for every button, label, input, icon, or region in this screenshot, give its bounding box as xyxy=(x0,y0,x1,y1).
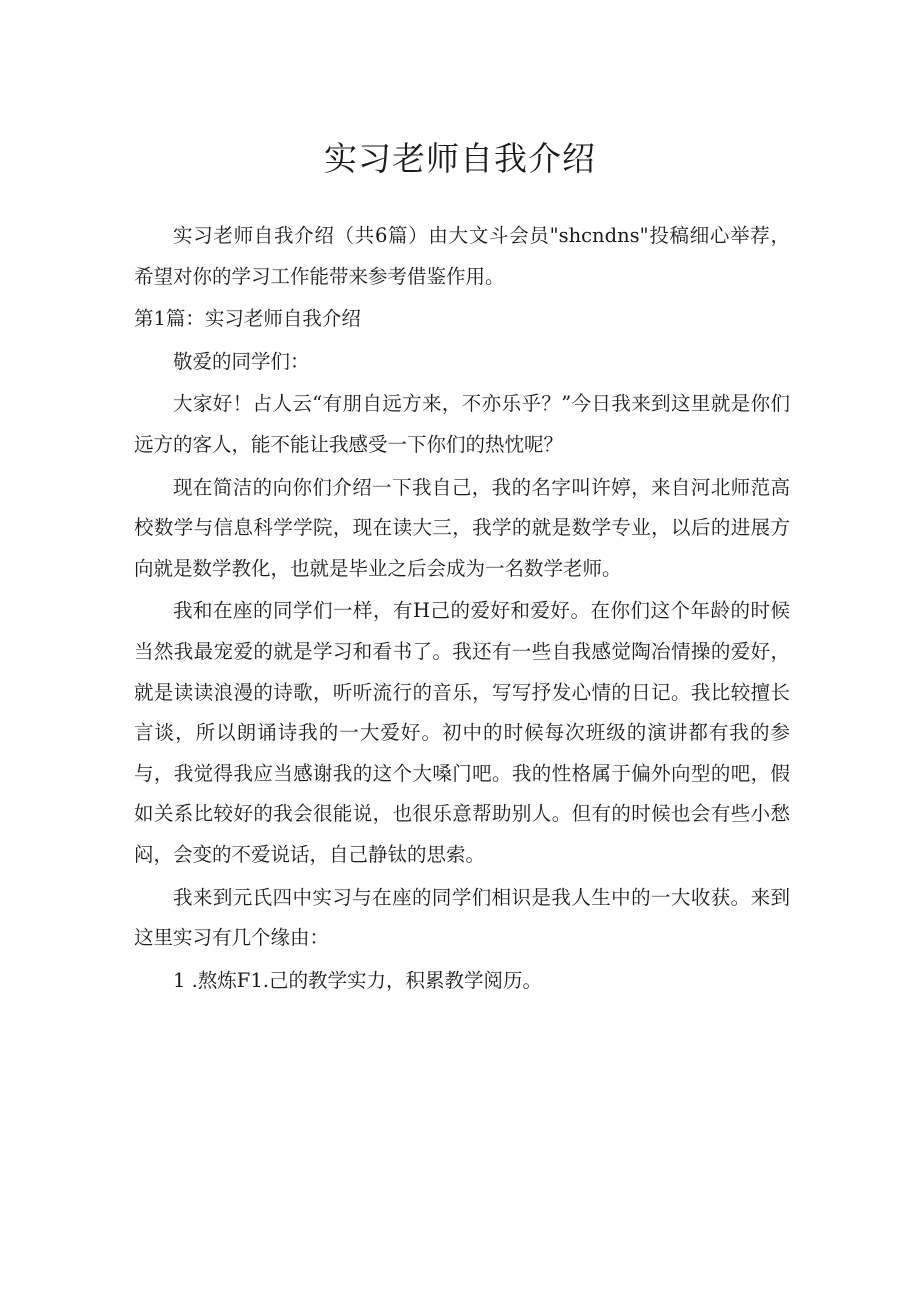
document-body xyxy=(134,216,790,1003)
paragraph: 现在简洁的向你们介绍一下我自己，我的名字叫许婷，来自河北师范高校数学与信息科学学院，现在读大三，我学的就是数学专业，以后的进展方向就是数学教化，也就是毕业之后会成为一名数学老师。 xyxy=(134,475,790,580)
paragraph: 我和在座的同学们一样，有H己的爱好和爱好。在你们这个年龄的时候当然我最宠爱的就是学习和看书了。我还有一些自我感觉陶冶情操的爱好，就是读读浪漫的诗歌，听听流行的音乐，写写抒发心情的日记。我比较擅长言谈，所以朗诵诗我的一大爱好。初中的时候每次班级的演讲都有我的参与，我觉得我应当感谢我的这个大嗓门吧。我的性格属于偏外向型的吧，假如关系比较好的我会很能说，也很乐意帮助别人。但有的时候也会有些小愁闷，会变的不爱说话，自己静钛的思索。 xyxy=(134,599,790,866)
greeting: 敬爱的同学们： xyxy=(173,349,310,373)
intro-paragraph: 实习老师自我介绍（共6篇）由大文斗会员"shcndns"投稿细心举荐，希望对你的学习工作能带来参考借鉴作用。 xyxy=(134,224,790,288)
paragraph: 我来到元氏四中实习与在座的同学们相识是我人生中的一大收获。来到这里实习有几个缘由： xyxy=(134,885,790,950)
chapter-heading: 第1篇：实习老师自我介绍 xyxy=(134,307,361,331)
paragraph: 大家好！占人云“有朋自远方来，不亦乐乎？”今日我来到这里就是你们远方的客人，能不能让我感受一下你们的热忱呢？ xyxy=(134,392,790,456)
document-title: 实习老师自我介绍 xyxy=(324,139,596,178)
list-item: 1 .熬炼F1.己的教学实力，积累教学阅历。 xyxy=(173,968,542,992)
